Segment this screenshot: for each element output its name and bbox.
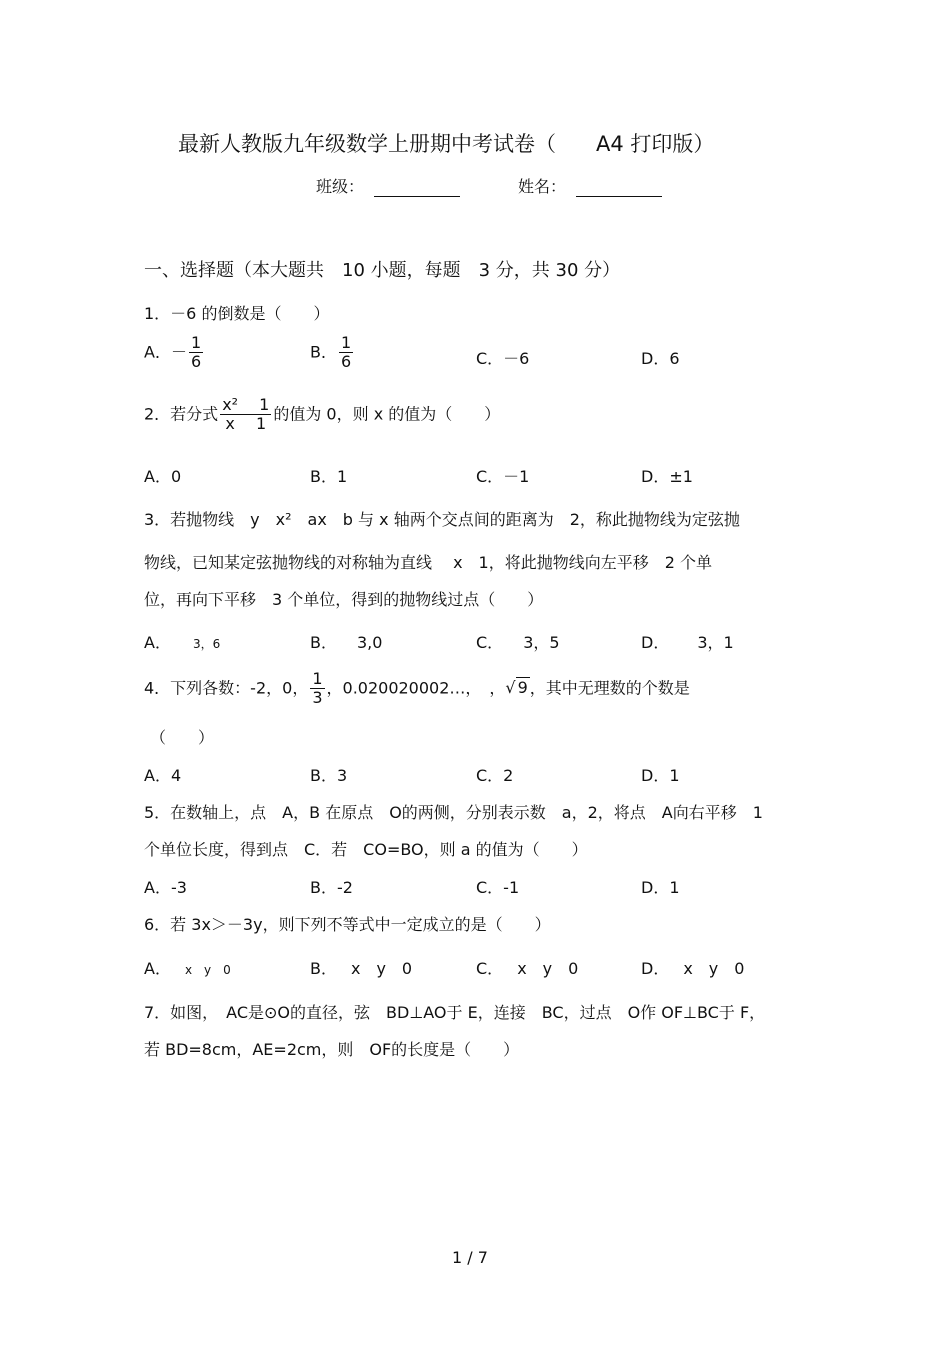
q2-num: x² 1	[222, 395, 270, 414]
q4-radicand: 9	[517, 678, 528, 698]
name-field	[518, 174, 662, 197]
q2-option-c: C．－1	[476, 467, 530, 486]
q3-option-c	[476, 630, 560, 653]
q6-d-value: x y 0	[683, 959, 745, 978]
name-blank[interactable]	[576, 178, 662, 197]
q2-option-d: D．±1	[641, 467, 693, 486]
q1-a-den: 6	[190, 352, 202, 372]
q2-suffix: 的值为 0，则 x 的值为（ ）	[273, 404, 501, 424]
q4-option-d: D．1	[641, 766, 680, 785]
q4-line2: （ ）	[150, 728, 215, 747]
q4-sqrt: √ 9	[505, 678, 528, 698]
q6-option-c	[476, 956, 578, 979]
q3-a-label: A．	[144, 633, 171, 652]
title-tail: A4 打印版）	[596, 132, 715, 156]
q3-b-label: B．	[310, 633, 337, 652]
q2-option-a: A．0	[144, 467, 182, 486]
q7-line2: 若 BD=8cm，AE=2cm，则 OF的长度是（ ）	[144, 1040, 520, 1059]
page-title	[178, 128, 714, 158]
q1-b-num: 1	[340, 333, 352, 352]
q3-d-label: D．	[641, 633, 670, 652]
title-main: 最新人教版九年级数学上册期中考试卷（	[178, 132, 556, 156]
section-heading: 一、选择题（本大题共 10 小题，每题 3 分，共 30 分）	[144, 260, 621, 281]
q4-option-a: A．4	[144, 766, 182, 785]
class-label: 班级：	[316, 177, 365, 196]
q6-option-a	[144, 956, 231, 979]
q4-stem	[144, 670, 690, 708]
q5-option-b: B．-2	[310, 878, 353, 897]
q1-stem: 1．－6 的倒数是（ ）	[144, 304, 330, 323]
q5-line1: 5．在数轴上，点 A，B 在原点 O的两侧，分别表示数 a，2，将点 A向右平移 1	[144, 803, 763, 822]
q1-option-d: D．6	[641, 349, 680, 368]
q1-b-den: 6	[340, 352, 352, 372]
q3-c-label: C．	[476, 633, 504, 652]
q6-option-d	[641, 956, 744, 979]
q5-option-a: A．-3	[144, 878, 187, 897]
q1-option-b	[310, 334, 355, 372]
q3-b-value: 3,0	[356, 633, 383, 652]
q3-line1: 3．若抛物线 y x² ax b 与 x 轴两个交点间的距离为 2，称此抛物线为定弦抛	[144, 510, 740, 529]
q1-a-num: 1	[190, 333, 202, 352]
q6-c-label: C．	[476, 959, 504, 978]
q4-den: 3	[312, 688, 323, 708]
page-number: 1 / 7	[452, 1248, 488, 1267]
q3-line2: 物线，已知某定弦抛物线的对称轴为直线 x 1，将此抛物线向左平移 2 个单	[144, 553, 713, 572]
q6-a-value: x y 0	[184, 963, 231, 977]
q2-option-b: B．1	[310, 467, 348, 486]
q4-prefix: 4．下列各数：-2，0，	[144, 678, 309, 698]
q4-num: 1	[312, 669, 323, 688]
class-field	[316, 174, 460, 197]
q6-a-label: A．	[144, 959, 171, 978]
q2-prefix: 2．若分式	[144, 404, 219, 424]
name-label: 姓名：	[518, 177, 567, 196]
q4-middle: ，0.020020002…， ，	[326, 678, 506, 698]
q3-c-value: 3，5	[523, 633, 560, 652]
q3-d-value: 3，1	[697, 633, 734, 652]
q6-option-b	[310, 956, 412, 979]
q6-b-label: B．	[310, 959, 337, 978]
q4-fraction	[310, 670, 324, 708]
q2-stem	[144, 396, 500, 434]
q5-option-c: C．-1	[476, 878, 520, 897]
q1-b-fraction	[339, 334, 353, 372]
q5-option-d: D．1	[641, 878, 680, 897]
class-blank[interactable]	[374, 178, 460, 197]
q1-b-label: B．	[310, 342, 337, 362]
q1-a-label: A．－	[144, 342, 187, 362]
q2-den: x 1	[225, 414, 267, 434]
q3-option-a	[144, 630, 220, 653]
q6-b-value: x y 0	[350, 959, 413, 978]
q6-stem: 6．若 3x＞－3y，则下列不等式中一定成立的是（ ）	[144, 915, 551, 934]
q3-option-b	[310, 630, 382, 653]
q1-a-fraction	[189, 334, 203, 372]
q1-option-c: C．－6	[476, 349, 530, 368]
q1-option-a	[144, 334, 205, 372]
q7-line1: 7．如图， AC是⊙O的直径，弦 BD⊥AO于 E，连接 BC，过点 O作 OF⊥BC于 F，	[144, 1003, 766, 1022]
q3-line3: 位，再向下平移 3 个单位，得到的抛物线过点（ ）	[144, 590, 544, 609]
q5-line2: 个单位长度，得到点 C．若 CO=BO，则 a 的值为（ ）	[144, 840, 588, 859]
q2-fraction	[220, 396, 271, 434]
q4-option-b: B．3	[310, 766, 348, 785]
q3-option-d	[641, 630, 734, 653]
q6-d-label: D．	[641, 959, 670, 978]
q6-c-value: x y 0	[517, 959, 579, 978]
q4-suffix: ，其中无理数的个数是	[529, 678, 690, 698]
q3-a-value: 3，6	[192, 637, 221, 651]
q4-option-c: C．2	[476, 766, 514, 785]
